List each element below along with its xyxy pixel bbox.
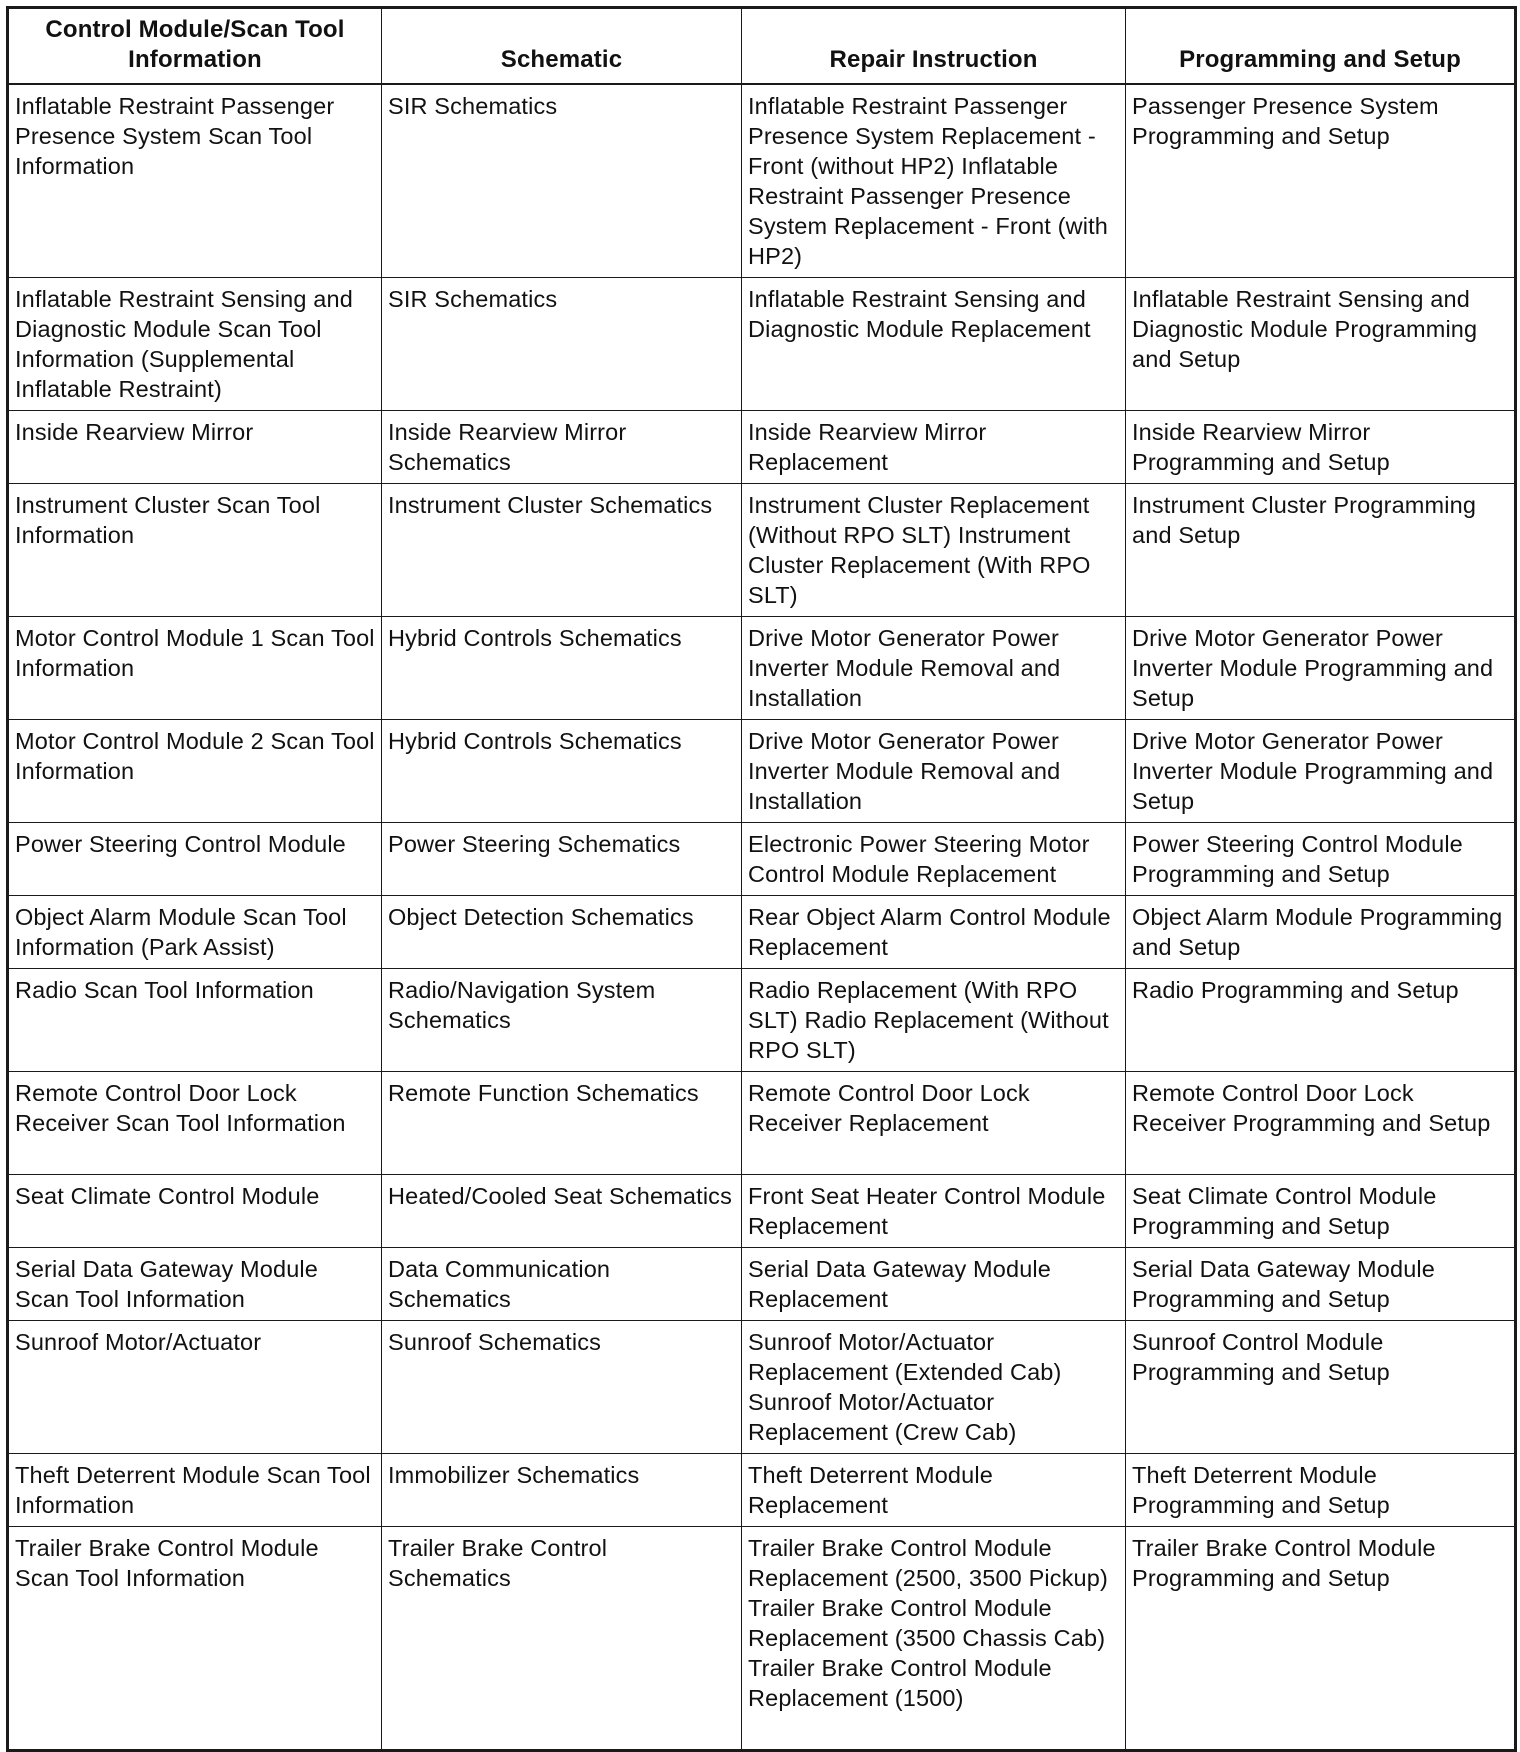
cell-module: Instrument Cluster Scan Tool Information (8, 484, 382, 617)
cell-module: Radio Scan Tool Information (8, 969, 382, 1072)
cell-repair: Electronic Power Steering Motor Control Module Replacement (742, 823, 1126, 896)
cell-repair: Serial Data Gateway Module Replacement (742, 1248, 1126, 1321)
cell-programming: Seat Climate Control Module Programming and Setup (1126, 1175, 1516, 1248)
table-row (8, 896, 1516, 969)
table-row (8, 484, 1516, 617)
cell-programming: Sunroof Control Module Programming and Setup (1126, 1321, 1516, 1454)
cell-programming: Inflatable Restraint Sensing and Diagnostic Module Programming and Setup (1126, 278, 1516, 411)
header-schematic: Schematic (382, 8, 742, 85)
cell-schematic: Instrument Cluster Schematics (382, 484, 742, 617)
cell-repair: Instrument Cluster Replacement (Without RPO SLT) Instrument Cluster Replacement (With RPO SLT) (742, 484, 1126, 617)
cell-module: Serial Data Gateway Module Scan Tool Information (8, 1248, 382, 1321)
table-row (8, 1248, 1516, 1321)
cell-programming: Theft Deterrent Module Programming and Setup (1126, 1454, 1516, 1527)
cell-schematic: Radio/Navigation System Schematics (382, 969, 742, 1072)
cell-schematic: Data Communication Schematics (382, 1248, 742, 1321)
cell-module: Object Alarm Module Scan Tool Information (Park Assist) (8, 896, 382, 969)
cell-schematic: Hybrid Controls Schematics (382, 617, 742, 720)
cell-programming: Drive Motor Generator Power Inverter Module Programming and Setup (1126, 720, 1516, 823)
cell-schematic: Immobilizer Schematics (382, 1454, 742, 1527)
cell-repair: Theft Deterrent Module Replacement (742, 1454, 1126, 1527)
cell-schematic: Heated/Cooled Seat Schematics (382, 1175, 742, 1248)
cell-module: Motor Control Module 1 Scan Tool Information (8, 617, 382, 720)
cell-repair: Sunroof Motor/Actuator Replacement (Extended Cab) Sunroof Motor/Actuator Replacement (Crew Cab) (742, 1321, 1126, 1454)
cell-module: Sunroof Motor/Actuator (8, 1321, 382, 1454)
cell-repair: Inside Rearview Mirror Replacement (742, 411, 1126, 484)
table-row (8, 84, 1516, 278)
cell-schematic: Hybrid Controls Schematics (382, 720, 742, 823)
cell-programming: Serial Data Gateway Module Programming and Setup (1126, 1248, 1516, 1321)
cell-schematic: Remote Function Schematics (382, 1072, 742, 1175)
table-row (8, 1454, 1516, 1527)
cell-repair: Inflatable Restraint Passenger Presence System Replacement - Front (without HP2) Inflatable Restraint Passenger Presence System Replacement - Front (with HP2) (742, 84, 1126, 278)
cell-schematic: Trailer Brake Control Schematics (382, 1527, 742, 1751)
cell-schematic: Sunroof Schematics (382, 1321, 742, 1454)
cell-repair: Front Seat Heater Control Module Replacement (742, 1175, 1126, 1248)
cell-repair: Trailer Brake Control Module Replacement (2500, 3500 Pickup) Trailer Brake Control Module Replacement (3500 Chassis Cab) Trailer Brake Control Module Replacement (1500) (742, 1527, 1126, 1751)
table-row (8, 823, 1516, 896)
table-body (8, 84, 1516, 1751)
header-module: Control Module/Scan Tool Information (8, 8, 382, 85)
table-header (8, 8, 1516, 85)
cell-schematic: Inside Rearview Mirror Schematics (382, 411, 742, 484)
cell-module: Trailer Brake Control Module Scan Tool Information (8, 1527, 382, 1751)
table-row (8, 1321, 1516, 1454)
header-row (8, 8, 1516, 85)
table-row (8, 278, 1516, 411)
cell-programming: Instrument Cluster Programming and Setup (1126, 484, 1516, 617)
cell-programming: Radio Programming and Setup (1126, 969, 1516, 1072)
cell-repair: Drive Motor Generator Power Inverter Module Removal and Installation (742, 720, 1126, 823)
cell-programming: Power Steering Control Module Programming and Setup (1126, 823, 1516, 896)
cell-programming: Drive Motor Generator Power Inverter Module Programming and Setup (1126, 617, 1516, 720)
table-row (8, 720, 1516, 823)
cell-schematic: SIR Schematics (382, 84, 742, 278)
cell-module: Seat Climate Control Module (8, 1175, 382, 1248)
cell-schematic: Object Detection Schematics (382, 896, 742, 969)
cell-repair: Drive Motor Generator Power Inverter Module Removal and Installation (742, 617, 1126, 720)
cell-repair: Radio Replacement (With RPO SLT) Radio Replacement (Without RPO SLT) (742, 969, 1126, 1072)
cell-module: Motor Control Module 2 Scan Tool Information (8, 720, 382, 823)
table-row (8, 1072, 1516, 1175)
cell-module: Inside Rearview Mirror (8, 411, 382, 484)
cell-repair: Rear Object Alarm Control Module Replacement (742, 896, 1126, 969)
table-row (8, 1175, 1516, 1248)
cell-repair: Inflatable Restraint Sensing and Diagnostic Module Replacement (742, 278, 1126, 411)
cell-schematic: SIR Schematics (382, 278, 742, 411)
control-module-reference-table (6, 6, 1517, 1752)
header-programming-setup: Programming and Setup (1126, 8, 1516, 85)
cell-module: Theft Deterrent Module Scan Tool Information (8, 1454, 382, 1527)
cell-module: Inflatable Restraint Passenger Presence System Scan Tool Information (8, 84, 382, 278)
cell-schematic: Power Steering Schematics (382, 823, 742, 896)
reference-table-container (6, 6, 1514, 1752)
table-row (8, 411, 1516, 484)
cell-module: Remote Control Door Lock Receiver Scan Tool Information (8, 1072, 382, 1175)
cell-programming: Trailer Brake Control Module Programming and Setup (1126, 1527, 1516, 1751)
cell-programming: Inside Rearview Mirror Programming and Setup (1126, 411, 1516, 484)
cell-module: Inflatable Restraint Sensing and Diagnostic Module Scan Tool Information (Supplemental Inflatable Restraint) (8, 278, 382, 411)
cell-module: Power Steering Control Module (8, 823, 382, 896)
cell-repair: Remote Control Door Lock Receiver Replacement (742, 1072, 1126, 1175)
cell-programming: Passenger Presence System Programming and Setup (1126, 84, 1516, 278)
table-row (8, 1527, 1516, 1751)
cell-programming: Object Alarm Module Programming and Setup (1126, 896, 1516, 969)
header-repair-instruction: Repair Instruction (742, 8, 1126, 85)
table-row (8, 969, 1516, 1072)
table-row (8, 617, 1516, 720)
cell-programming: Remote Control Door Lock Receiver Programming and Setup (1126, 1072, 1516, 1175)
